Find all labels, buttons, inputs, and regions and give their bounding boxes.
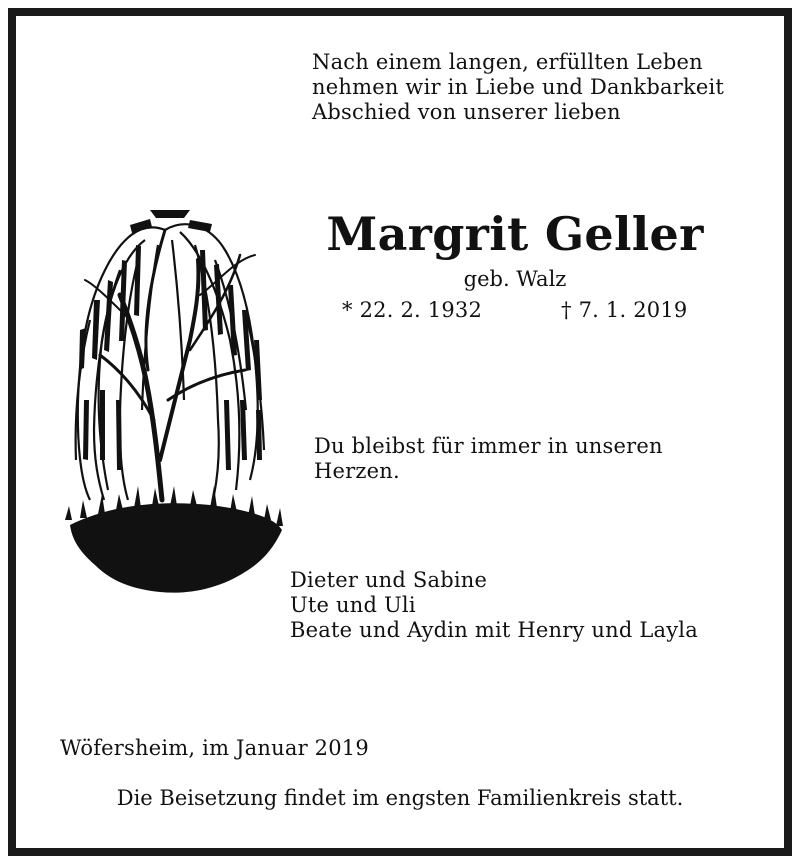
mourner-line: Dieter und Sabine	[290, 568, 488, 592]
mourner-line: Beate und Aydin mit Henry und Layla	[290, 618, 698, 642]
death-date: † 7. 1. 2019	[561, 298, 688, 322]
place-date: Wöfersheim, im Januar 2019	[60, 736, 369, 760]
quote-line: Du bleibst für immer in unseren	[314, 434, 663, 458]
maiden-name: geb. Walz	[463, 267, 567, 291]
weeping-willow-icon	[50, 200, 290, 610]
quote-line: Herzen.	[314, 459, 400, 483]
birth-date: * 22. 2. 1932	[342, 298, 483, 322]
mourner-line: Ute und Uli	[290, 593, 416, 617]
funeral-notice: Die Beisetzung findet im engsten Familienkreis statt.	[116, 786, 684, 810]
intro-text	[312, 50, 724, 125]
deceased-name: Margrit Geller	[326, 207, 704, 261]
quote-text	[314, 434, 663, 484]
intro-line: Nach einem langen, erfüllten Leben	[312, 50, 703, 74]
mourners-list	[290, 568, 698, 643]
intro-line: nehmen wir in Liebe und Dankbarkeit	[312, 75, 725, 99]
intro-line: Abschied von unserer lieben	[312, 100, 621, 124]
